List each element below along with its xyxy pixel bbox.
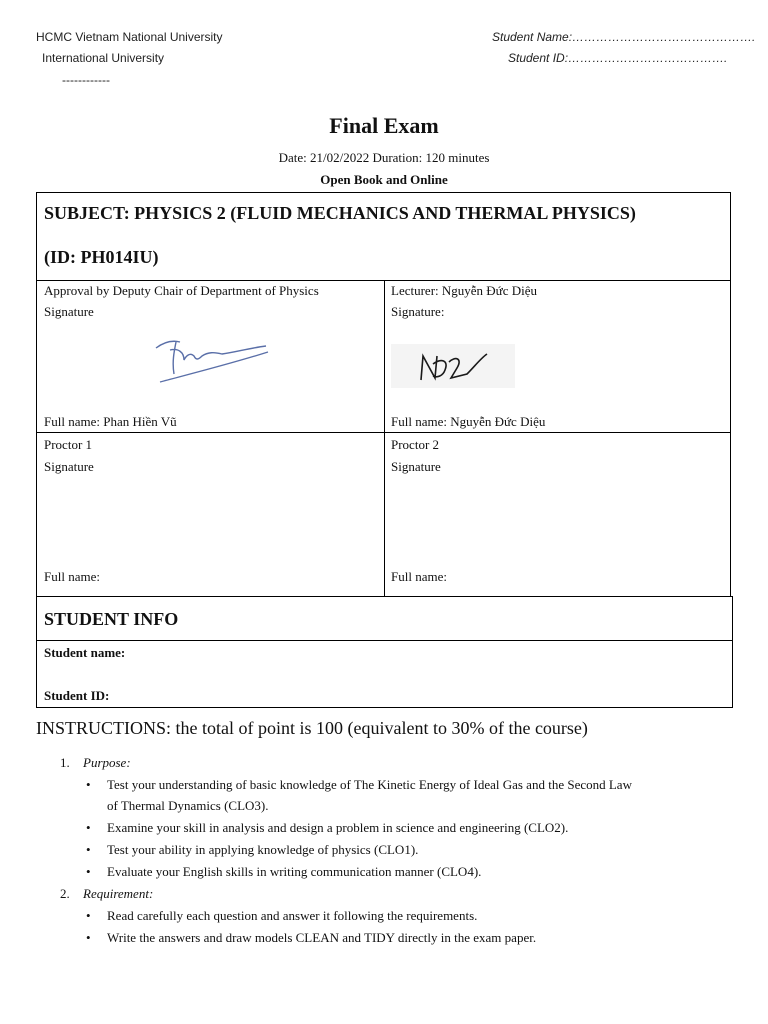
approval-fullname: Full name: Phan Hiền Vũ bbox=[44, 414, 177, 429]
list-item: of Thermal Dynamics (CLO3). bbox=[107, 798, 269, 813]
bullet: • bbox=[86, 908, 91, 923]
exam-mode: Open Book and Online bbox=[320, 172, 448, 187]
approval-title: Approval by Deputy Chair of Department of Physics bbox=[44, 283, 319, 298]
bullet: • bbox=[86, 842, 91, 857]
header-divider-dashes: ------------ bbox=[62, 73, 110, 87]
proctor1-title: Proctor 1 bbox=[44, 437, 93, 452]
student-name-field: Student name: bbox=[44, 645, 126, 660]
list-item: Test your understanding of basic knowledge of The Kinetic Energy of Ideal Gas and the Second Law bbox=[107, 777, 632, 792]
list-item: Examine your skill in analysis and design a problem in science and engineering (CLO2). bbox=[107, 820, 569, 835]
student-id-header: Student ID:…………………………………. bbox=[508, 51, 728, 65]
lecturer-signature-label: Signature: bbox=[391, 304, 445, 319]
subject-id: (ID: PH014IU) bbox=[44, 247, 159, 267]
university-name: HCMC Vietnam National University bbox=[36, 30, 223, 44]
proctor2-title: Proctor 2 bbox=[391, 437, 440, 452]
student-info-title: STUDENT INFO bbox=[44, 609, 179, 629]
lecturer-signature-image bbox=[391, 344, 515, 388]
list-item: Write the answers and draw models CLEAN and TIDY directly in the exam paper. bbox=[107, 930, 537, 945]
subject-line: SUBJECT: PHYSICS 2 (FLUID MECHANICS AND THERMAL PHYSICS) bbox=[44, 203, 636, 223]
bullet: • bbox=[86, 930, 91, 945]
bullet: • bbox=[86, 777, 91, 792]
list-item: Evaluate your English skills in writing communication manner (CLO4). bbox=[107, 864, 482, 879]
proctor2-fullname: Full name: bbox=[391, 569, 447, 584]
exam-date-duration: Date: 21/02/2022 Duration: 120 minutes bbox=[278, 150, 490, 165]
bullet: • bbox=[86, 820, 91, 835]
exam-title: Final Exam bbox=[329, 113, 439, 138]
bullet: • bbox=[86, 864, 91, 879]
proctor1-signature-label: Signature bbox=[44, 459, 94, 474]
requirement-label: Requirement: bbox=[83, 886, 154, 901]
proctor1-fullname: Full name: bbox=[44, 569, 100, 584]
approval-signature-image bbox=[150, 330, 275, 385]
list-number: 1. bbox=[60, 755, 70, 770]
table-divider bbox=[36, 640, 733, 641]
student-id-field: Student ID: bbox=[44, 688, 110, 703]
instructions-heading: INSTRUCTIONS: the total of point is 100 (equivalent to 30% of the course) bbox=[36, 718, 588, 738]
list-item: Read carefully each question and answer it following the requirements. bbox=[107, 908, 478, 923]
list-item: Test your ability in applying knowledge of physics (CLO1). bbox=[107, 842, 419, 857]
lecturer-fullname: Full name: Nguyễn Đức Diệu bbox=[391, 414, 546, 429]
list-number: 2. bbox=[60, 886, 70, 901]
purpose-label: Purpose: bbox=[83, 755, 131, 770]
institute-name: International University bbox=[42, 51, 165, 65]
table-divider bbox=[384, 280, 385, 597]
approval-signature-label: Signature bbox=[44, 304, 94, 319]
lecturer-title: Lecturer: Nguyễn Đức Diệu bbox=[391, 283, 538, 298]
proctor2-signature-label: Signature bbox=[391, 459, 441, 474]
student-name-header: Student Name:………………………………………. bbox=[492, 30, 756, 44]
